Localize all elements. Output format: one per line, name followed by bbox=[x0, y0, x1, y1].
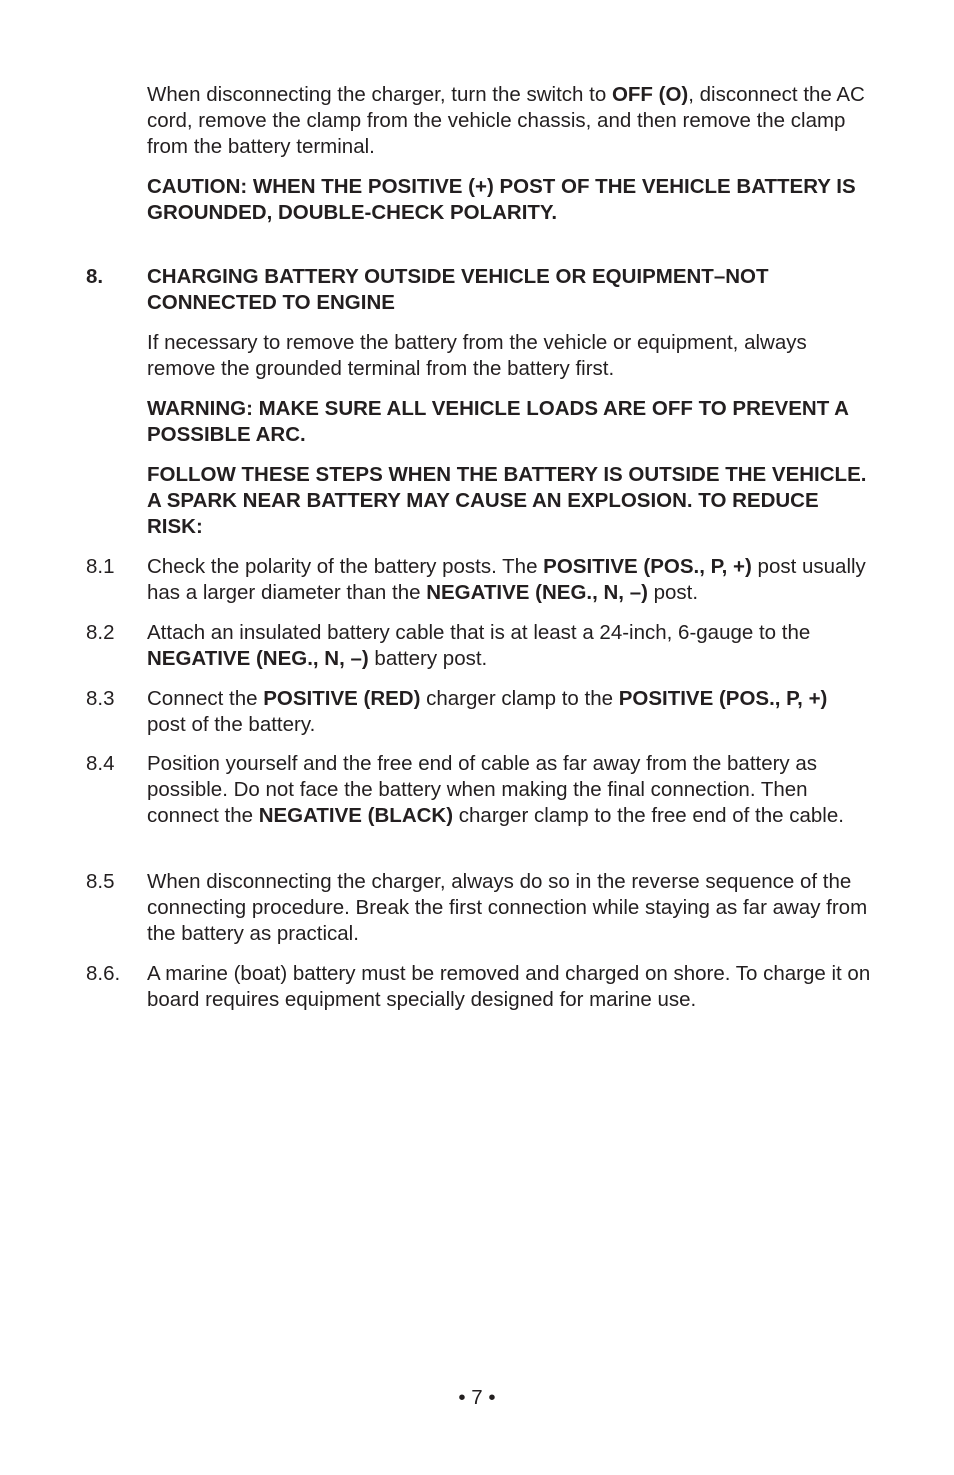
disconnect-paragraph bbox=[147, 82, 872, 160]
step-number: 8.4 bbox=[86, 752, 115, 775]
step-number: 8.3 bbox=[86, 687, 115, 710]
text-run: post of the battery. bbox=[147, 713, 316, 736]
text-run: battery post. bbox=[368, 647, 488, 670]
section-title: CHARGING BATTERY OUTSIDE VEHICLE OR EQUIPMENT–NOT CONNECTED TO ENGINE bbox=[147, 265, 769, 314]
remove-battery-paragraph: If necessary to remove the battery from the vehicle or equipment, always remove the grounded terminal from the battery first. bbox=[147, 331, 807, 380]
text-run: When disconnecting the charger, turn the switch to bbox=[147, 83, 612, 106]
bold-run: POSITIVE (POS., P, +) bbox=[543, 555, 752, 578]
section-number: 8. bbox=[86, 265, 104, 288]
bold-run: NEGATIVE (NEG., N, –) bbox=[426, 581, 648, 604]
step-text bbox=[147, 686, 837, 738]
step-text bbox=[147, 620, 872, 672]
bold-run: NEGATIVE (NEG., N, –) bbox=[147, 647, 369, 670]
caution-paragraph: CAUTION: WHEN THE POSITIVE (+) POST OF THE VEHICLE BATTERY IS GROUNDED, DOUBLE-CHECK POLARITY. bbox=[147, 175, 856, 224]
text-run: Connect the bbox=[147, 687, 264, 710]
bold-run: OFF (O) bbox=[611, 83, 689, 106]
step-text: A marine (boat) battery must be removed and charged on shore. To charge it on board requires equipment specially designed for marine use. bbox=[147, 962, 871, 1011]
text-run: charger clamp to the bbox=[420, 687, 619, 710]
page-number: • 7 • bbox=[458, 1386, 496, 1409]
text-run: Attach an insulated battery cable that is at least a 24-inch, 6-gauge to the bbox=[147, 621, 811, 644]
bold-run: POSITIVE (RED) bbox=[263, 687, 421, 710]
text-run: Check the polarity of the battery posts. The bbox=[147, 555, 544, 578]
step-text bbox=[147, 554, 872, 606]
step-number: 8.1 bbox=[86, 555, 115, 578]
bold-run: NEGATIVE (BLACK) bbox=[258, 804, 454, 827]
step-text: When disconnecting the charger, always do so in the reverse sequence of the connecting procedure. Break the first connection while staying as far away from the battery as practical. bbox=[147, 870, 868, 945]
bold-run: POSITIVE (POS., P, +) bbox=[618, 687, 828, 710]
step-number: 8.2 bbox=[86, 621, 115, 644]
step-text bbox=[147, 751, 872, 829]
step-number: 8.5 bbox=[86, 870, 115, 893]
text-run: post usually has a larger diameter than the bbox=[147, 555, 866, 604]
step-number: 8.6. bbox=[86, 962, 121, 985]
text-run: post. bbox=[647, 581, 699, 604]
follow-steps-paragraph: FOLLOW THESE STEPS WHEN THE BATTERY IS OUTSIDE THE VEHICLE. A SPARK NEAR BATTERY MAY CAUSE AN EXPLOSION. TO REDUCE RISK: bbox=[147, 463, 867, 538]
warning-paragraph: WARNING: MAKE SURE ALL VEHICLE LOADS ARE OFF TO PREVENT A POSSIBLE ARC. bbox=[147, 397, 849, 446]
text-run: , disconnect the AC cord, remove the clamp from the vehicle chassis, and then remove the clamp from the battery terminal. bbox=[147, 83, 865, 158]
text-run: charger clamp to the free end of the cable. bbox=[453, 804, 844, 827]
text-run: Position yourself and the free end of cable as far away from the battery as possible. Do not face the battery when making the final connection. Then connect the bbox=[147, 752, 818, 827]
